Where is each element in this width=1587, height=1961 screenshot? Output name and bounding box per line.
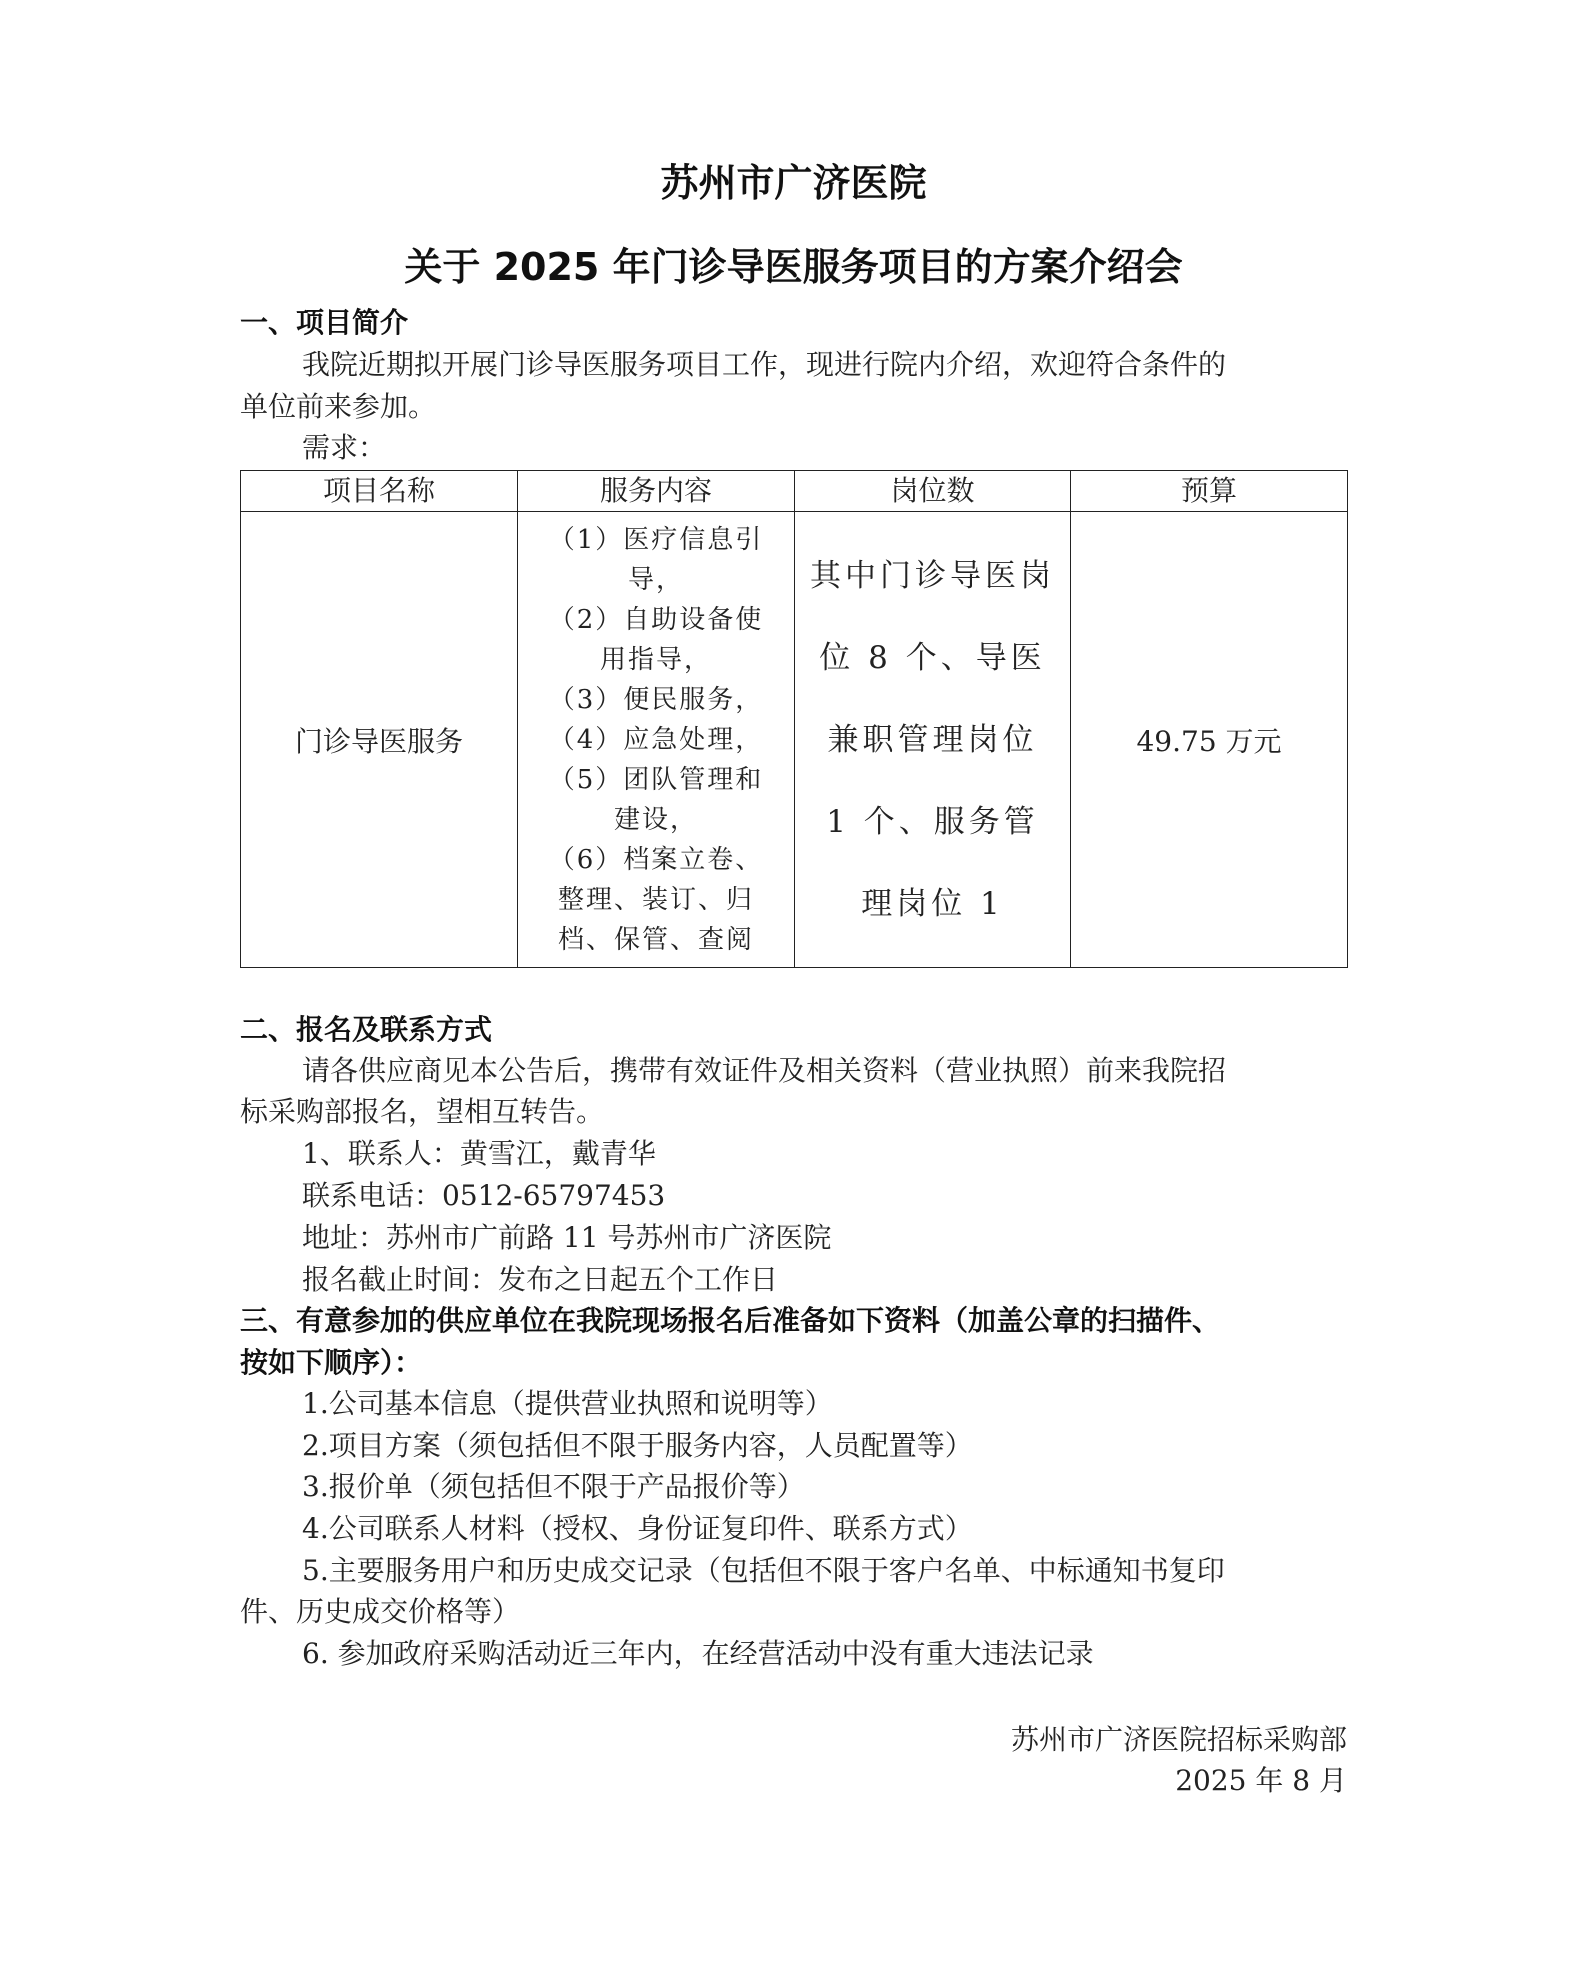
material-item: 6. 参加政府采购活动近三年内，在经营活动中没有重大违法记录 — [302, 1637, 1094, 1670]
material-item: 3.报价单（须包括但不限于产品报价等） — [302, 1470, 805, 1503]
service-content-cell — [518, 512, 795, 968]
material-item-continued: 件、历史成交价格等） — [240, 1595, 521, 1628]
section1-intro-line1: 我院近期拟开展门诊导医服务项目工作，现进行院内介绍，欢迎符合条件的 — [302, 348, 1227, 381]
section2-para-line1: 请各供应商见本公告后，携带有效证件及相关资料（营业执照）前来我院招 — [302, 1054, 1227, 1087]
table-header-cell: 预算 — [1071, 471, 1348, 512]
section1-heading: 一、项目简介 — [240, 306, 409, 339]
service-item: （4）应急处理， — [548, 724, 764, 755]
section1-intro-line2: 单位前来参加。 — [240, 390, 437, 423]
table-header-cell: 服务内容 — [518, 471, 795, 512]
table-header-cell: 岗位数 — [795, 471, 1071, 512]
table-row — [241, 512, 1348, 968]
posts-cell — [795, 512, 1071, 968]
document-title-hospital: 苏州市广济医院 — [660, 161, 927, 205]
contact-address: 地址：苏州市广前路 11 号苏州市广济医院 — [302, 1221, 832, 1254]
service-item: （6）档案立卷、整理、装订、归档、保管、查阅 — [548, 844, 764, 955]
signature-org: 苏州市广济医院招标采购部 — [1010, 1723, 1347, 1756]
contact-phone: 联系电话：0512-65797453 — [302, 1179, 666, 1212]
document-page — [240, 0, 1347, 1961]
material-item: 2.项目方案（须包括但不限于服务内容，人员配置等） — [302, 1429, 973, 1462]
service-item: （5）团队管理和建设， — [548, 764, 764, 835]
service-item: （1）医疗信息引导， — [548, 524, 764, 595]
posts-text: 其中门诊导医岗位 8 个、导医兼职管理岗位 1 个、服务管理岗位 1 — [810, 557, 1055, 922]
registration-deadline: 报名截止时间：发布之日起五个工作日 — [302, 1263, 779, 1296]
contact-persons: 1、联系人：黄雪江，戴青华 — [302, 1137, 656, 1170]
requirements-table — [240, 470, 1348, 968]
material-item: 1.公司基本信息（提供营业执照和说明等） — [302, 1387, 833, 1420]
project-name-cell: 门诊导医服务 — [241, 512, 518, 968]
service-item: （2）自助设备使用指导， — [548, 604, 764, 675]
table-header-cell: 项目名称 — [241, 471, 518, 512]
needs-label: 需求： — [302, 431, 387, 464]
material-item: 4.公司联系人材料（授权、身份证复印件、联系方式） — [302, 1512, 973, 1545]
budget-cell: 49.75 万元 — [1071, 512, 1348, 968]
section3-heading-line2: 按如下顺序）： — [240, 1346, 423, 1379]
section2-para-line2: 标采购部报名，望相互转告。 — [240, 1095, 605, 1128]
signature-date: 2025 年 8 月 — [1175, 1764, 1347, 1797]
section2-heading: 二、报名及联系方式 — [240, 1013, 493, 1046]
service-item: （3）便民服务， — [548, 684, 764, 715]
service-list — [541, 520, 771, 960]
table-header-row — [241, 471, 1348, 512]
material-item: 5.主要服务用户和历史成交记录（包括但不限于客户名单、中标通知书复印 — [302, 1554, 1225, 1587]
section3-heading-line1: 三、有意参加的供应单位在我院现场报名后准备如下资料（加盖公章的扫描件、 — [240, 1304, 1221, 1337]
document-title-subject: 关于 2025 年门诊导医服务项目的方案介绍会 — [404, 245, 1183, 289]
